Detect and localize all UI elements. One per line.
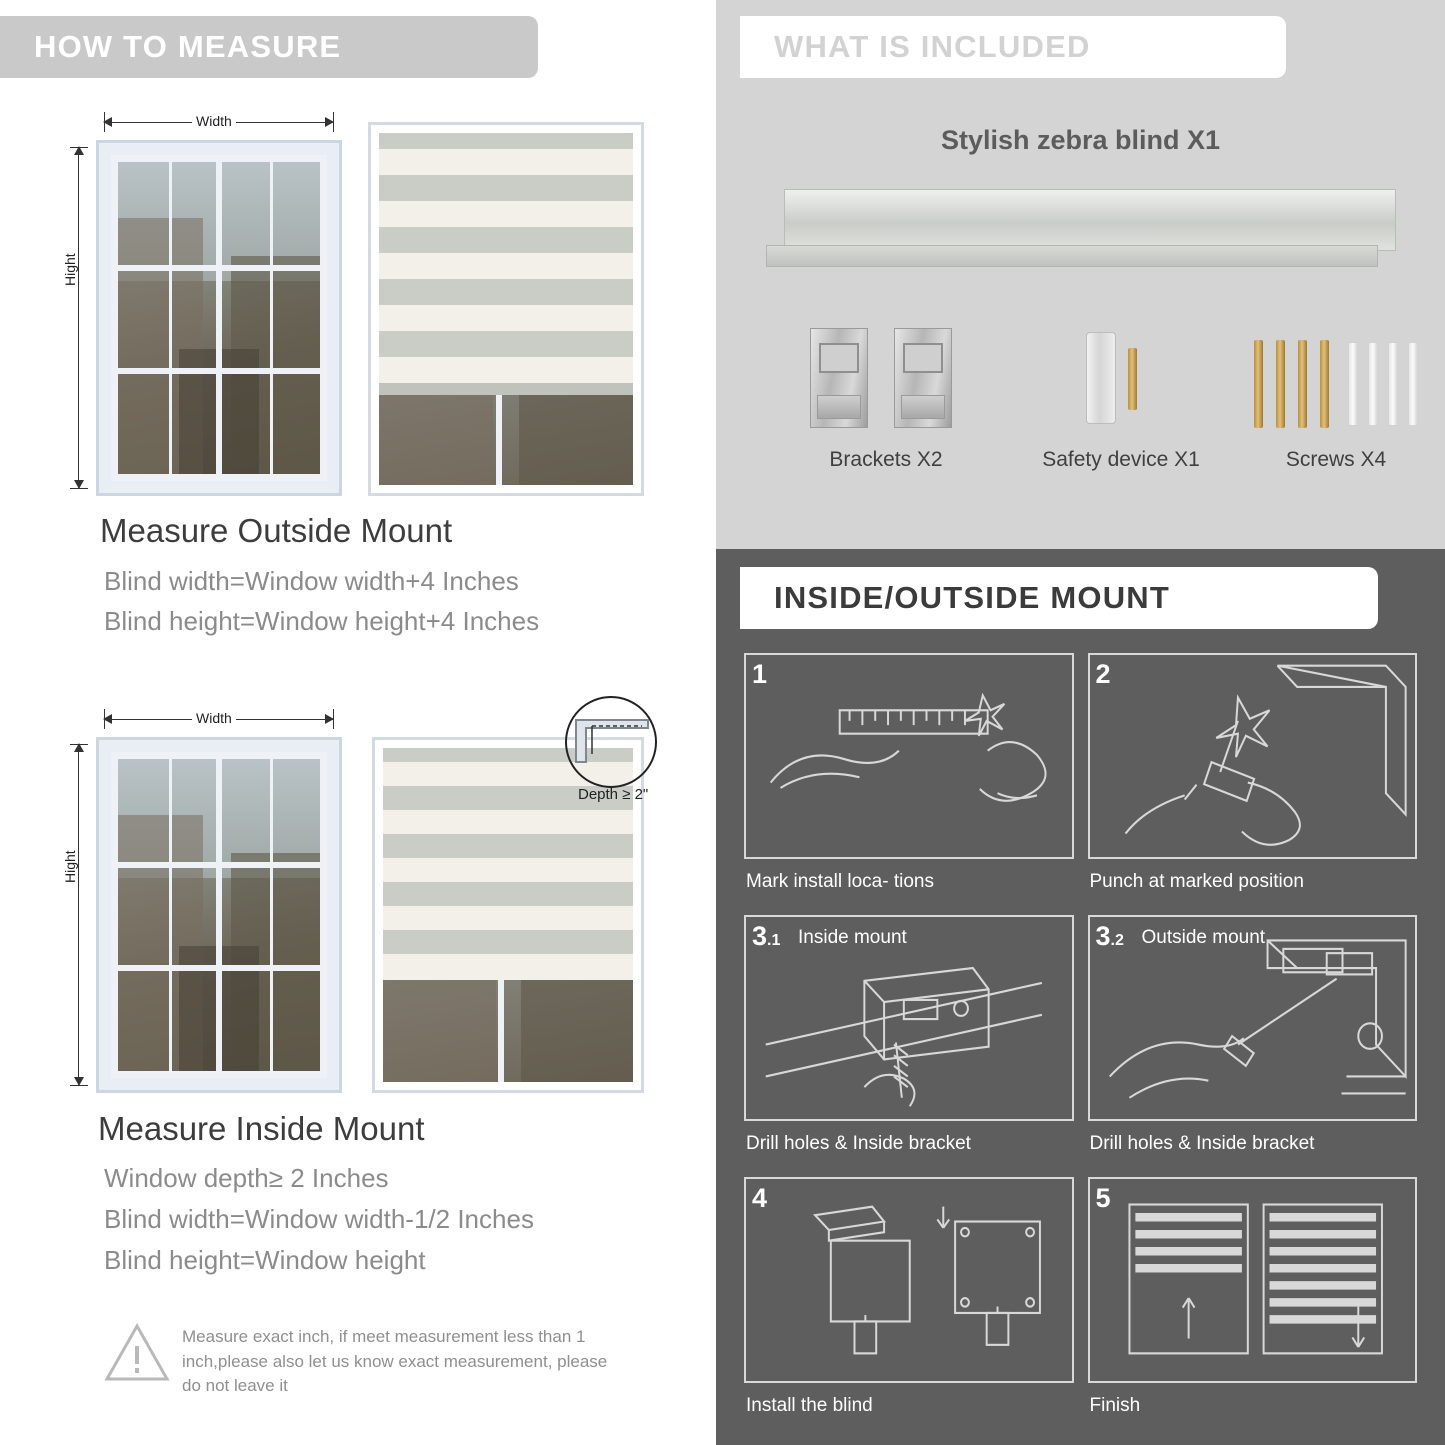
mullion-vertical-3 [270, 162, 273, 474]
inside-width-tick-right [333, 709, 334, 729]
outside-mount-line-2: Blind height=Window height+4 Inches [104, 606, 540, 636]
mount-step-4 [744, 1177, 1074, 1421]
outside-width-tick-left [104, 112, 105, 132]
inside-width-tick-left [104, 709, 105, 729]
outside-window-glass [111, 155, 327, 481]
mullion-horizontal-1 [118, 265, 320, 271]
step-4-illustration [744, 1177, 1074, 1383]
wall-anchor-icon-4 [1408, 342, 1419, 426]
part-label-safety: Safety device X1 [1042, 448, 1200, 471]
step-3-2-number: 3.2 [1095, 921, 1124, 951]
screw-icon-2 [1276, 340, 1285, 428]
part-safety-device [1006, 320, 1236, 490]
inside-window-glass [111, 752, 327, 1078]
inside-height-label: Hight [62, 846, 78, 887]
step-3-1-number: 3.1 [752, 921, 781, 951]
mullion-vertical-2 [169, 759, 172, 1071]
mullion-vertical [216, 162, 222, 474]
outside-height-tick-bottom [70, 488, 88, 489]
step-5-illustration [1088, 1177, 1418, 1383]
mount-step-5 [1088, 1177, 1418, 1421]
outside-window [96, 140, 342, 496]
outside-mount-line-1: Blind width=Window width+4 Inches [104, 566, 519, 596]
how-to-measure-header: HOW TO MEASURE [0, 16, 538, 78]
inside-window [96, 737, 342, 1093]
inside-height-tick-bottom [70, 1085, 88, 1086]
bracket-icon-2 [894, 328, 952, 428]
outside-height-tick-top [70, 147, 88, 148]
screw-icon-1 [1254, 340, 1263, 428]
inside-mount-line-2: Blind width=Window width-1/2 Inches [104, 1204, 534, 1234]
measuring-tape-sketch [746, 655, 1072, 857]
part-label-brackets: Brackets X2 [829, 448, 943, 471]
step-2-illustration [1088, 653, 1418, 859]
mullion-vertical-2 [169, 162, 172, 474]
how-to-measure-panel [0, 0, 716, 1445]
included-main-item: Stylish zebra blind X1 [940, 125, 1221, 155]
mullion-vertical-3 [270, 759, 273, 1071]
mount-step-3-1 [744, 915, 1074, 1159]
outside-height-dimline [78, 148, 79, 488]
outside-mount-title: Measure Outside Mount [100, 512, 453, 549]
mount-step-3-2 [1088, 915, 1418, 1159]
screw-icon-3 [1298, 340, 1307, 428]
mount-step-2 [1088, 653, 1418, 897]
mullion-horizontal-2 [118, 965, 320, 971]
part-screws [1236, 320, 1436, 490]
depth-label: Depth ≥ 2" [578, 786, 649, 803]
inside-mount-title: Measure Inside Mount [98, 1110, 425, 1147]
wall-anchor-icon-3 [1388, 342, 1399, 426]
outside-zebra-shade [379, 133, 633, 395]
drill-sketch [1090, 655, 1416, 857]
rail-bottom [766, 245, 1378, 267]
warning-icon [104, 1322, 170, 1384]
measure-note: Measure exact inch, if meet measurement less than 1 inch,please also let us know exact measurement, please do not leave it [182, 1327, 608, 1396]
step-3-2-illustration [1088, 915, 1418, 1121]
inside-height-dimline [78, 745, 79, 1085]
outside-height-label: Hight [62, 249, 78, 290]
step-3-2-caption: Drill holes & Inside bracket [1089, 1133, 1315, 1154]
inside-mount-line-1: Window depth≥ 2 Inches [104, 1163, 389, 1193]
safety-device-icon [1086, 332, 1116, 424]
inside-mount-line-3: Blind height=Window height [104, 1245, 426, 1275]
step-1-number: 1 [752, 659, 768, 689]
wall-anchor-icon-2 [1368, 342, 1379, 426]
wall-anchor-icon-1 [1348, 342, 1359, 426]
rail-top [784, 189, 1396, 251]
step-3-2-tag: Outside mount [1141, 927, 1266, 948]
step-3-1-illustration [744, 915, 1074, 1121]
mullion-horizontal-2 [118, 368, 320, 374]
bracket-icon-1 [810, 328, 868, 428]
zebra-blind-rail [766, 183, 1396, 288]
step-5-number: 5 [1095, 1183, 1111, 1213]
inside-bracket-sketch [746, 917, 1072, 1119]
mullion-vertical [216, 759, 222, 1071]
step-1-illustration [744, 653, 1074, 859]
step-1-caption: Mark install loca- tions [746, 871, 934, 892]
step-5-caption: Finish [1089, 1395, 1141, 1416]
outside-width-label: Width [192, 113, 236, 129]
mullion-horizontal-1 [118, 862, 320, 868]
screw-icon-4 [1320, 340, 1329, 428]
parts-row [716, 320, 1445, 510]
mount-step-1 [744, 653, 1074, 897]
step-4-number: 4 [752, 1183, 768, 1213]
outside-width-tick-right [333, 112, 334, 132]
part-brackets [776, 320, 996, 490]
inside-outside-mount-panel [716, 549, 1445, 1445]
mount-header: INSIDE/OUTSIDE MOUNT [740, 567, 1378, 629]
step-2-number: 2 [1095, 659, 1111, 689]
outside-blind-window [368, 122, 644, 496]
what-is-included-panel [716, 0, 1445, 549]
step-4-caption: Install the blind [746, 1395, 873, 1416]
screw-icon-0 [1128, 348, 1137, 410]
step-3-1-tag: Inside mount [798, 927, 907, 948]
what-is-included-header: WHAT IS INCLUDED [740, 16, 1286, 78]
step-3-1-caption: Drill holes & Inside bracket [746, 1133, 971, 1154]
inside-width-label: Width [192, 710, 236, 726]
finished-blinds-sketch [1090, 1179, 1416, 1381]
part-label-screws: Screws X4 [1285, 448, 1387, 471]
inside-height-tick-top [70, 744, 88, 745]
mount-steps [744, 653, 1417, 1421]
install-blind-sketch [746, 1179, 1072, 1381]
step-2-caption: Punch at marked position [1089, 871, 1304, 892]
